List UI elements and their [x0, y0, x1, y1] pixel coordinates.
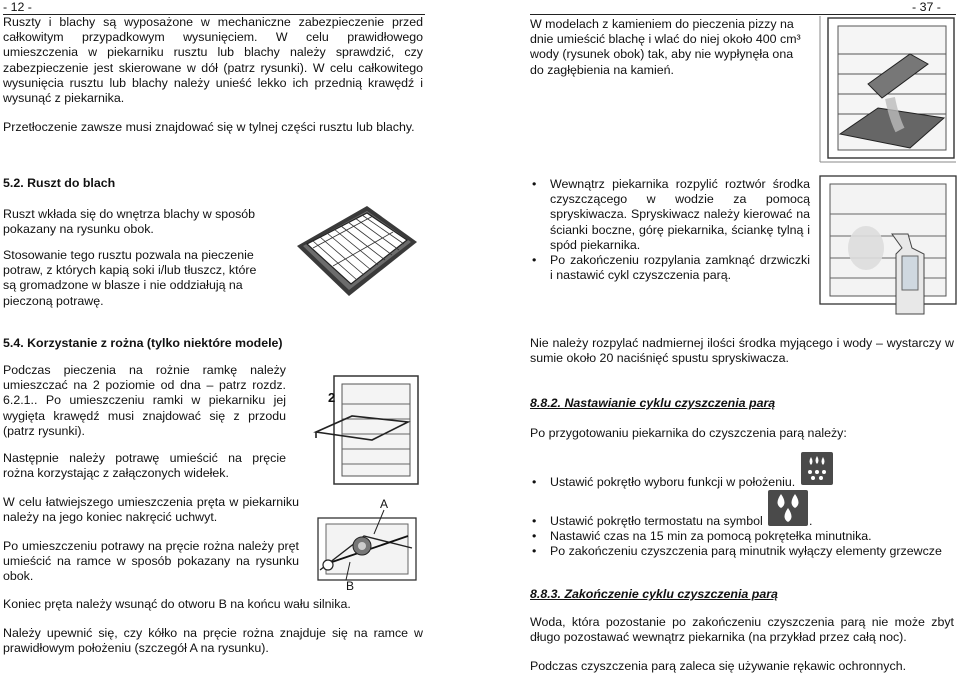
section-8-8-2-intro: Po przygotowaniu piekarnika do czyszczenia parą należy:: [530, 426, 847, 440]
function-knob-list: [530, 475, 830, 490]
thermostat-instruction: Ustawić pokrętło termostatu na symbol: [550, 514, 763, 528]
oven-water-pouring-illustration: [818, 14, 958, 164]
section-5-4-heading: 5.4. Korzystanie z rożna (tylko niektóre modele): [3, 336, 283, 350]
section-5-4-paragraph-6: Należy upewnić się, czy kółko na pręcie rożna znajduje się na ramce w prawidłowym położeniu (szczegół A na rysunku).: [3, 626, 423, 656]
section-8-8-3-paragraph-1: Woda, która pozostanie po zakończeniu czyszczenia parą nie może zbyt długo pozostawać wewnątrz piekarnika (na przykład przez całą noc).: [530, 615, 954, 645]
list-item: • Ustawić pokrętło wyboru funkcji w położeniu.: [530, 475, 830, 490]
section-8-8-2-heading: 8.8.2. Nastawianie cyklu czyszczenia parą: [530, 396, 776, 410]
page-number-right: - 37 -: [912, 0, 941, 14]
list-item: • Wewnątrz piekarnika rozpylić roztwór środka czyszczącego w wodzie za pomocą spryskiwacza. Spryskiwacz należy kierować na ścianki boczne, górę piekarnika, ściankę tylną i spód piekarnika.: [530, 177, 810, 253]
figure-label-A: A: [380, 497, 389, 511]
section-5-2-paragraph-1: Ruszt wkłada się do wnętrza blachy w sposób pokazany na rysunku obok.: [3, 207, 256, 237]
pizza-stone-paragraph: W modelach z kamieniem do pieczenia pizzy na dnie umieścić blachę i wlać do niej około 400 cm³ wody (rysunek obok) tak, aby nie wypłynęła ona do zagłębienia na kamień.: [530, 17, 801, 77]
intro-paragraph: Ruszty i blachy są wyposażone w mechaniczne zabezpieczenie przed całkowitym przypadkowym wysunięciem. W celu prawidłowego umieszczenia w piekarniku rusztu lub blachy należy sprawdzić, czy zabezpieczenie jest skierowane w dół (patrz rysunki). W celu całkowitego wysunięcia rusztu lub blachy należy unieść lekko ich przednią krawędź i wysunąć z piekarnika.: [3, 15, 423, 106]
function-knob-instruction: Ustawić pokrętło wyboru funkcji w położeniu: [550, 475, 792, 489]
rotisserie-spit-illustration: [312, 496, 424, 592]
caution-paragraph: Nie należy rozpylać nadmiernej ilości środka myjącego i wody – wystarczy w sumie około 20 naciśnięć spustu spryskiwacza.: [530, 336, 954, 366]
page-number-left: - 12 -: [3, 0, 32, 14]
section-8-8-3-heading: 8.8.3. Zakończenie cyklu czyszczenia parą: [530, 587, 778, 601]
section-5-4-paragraph-2: Następnie należy potrawę umieścić na pręcie rożna korzystając z załączonych widełek.: [3, 451, 286, 481]
note-paragraph: Przetłoczenie zawsze musi znajdować się w tylnej części rusztu lub blachy.: [3, 120, 415, 134]
section-5-4-paragraph-4: Po umieszczeniu potrawy na pręcie rożna należy pręt umieścić na ramce w sposób pokazany na rysunku obok.: [3, 539, 299, 584]
list-item: • Po zakończeniu czyszczenia parą minutnik wyłączy elementy grzewcze: [530, 544, 954, 559]
list-item: • Nastawić czas na 15 min za pomocą pokrętełka minutnika.: [530, 529, 954, 544]
water-drops-icon: [768, 490, 808, 526]
spraying-instructions-list: [530, 177, 810, 283]
oven-spray-bottle-illustration: [818, 174, 958, 320]
section-8-8-3-paragraph-2: Podczas czyszczenia parą zaleca się używanie rękawic ochronnych.: [530, 659, 907, 673]
figure-label-2: 2: [328, 390, 336, 405]
section-5-2-heading: 5.2. Ruszt do blach: [3, 176, 116, 190]
list-item: • Po zakończeniu rozpylania zamknąć drzwiczki i nastawić cykl czyszczenia parą.: [530, 253, 810, 283]
section-5-4-paragraph-5: Koniec pręta należy wsunąć do otworu B na końcu wału silnika.: [3, 597, 351, 611]
steam-drops-icon: [801, 452, 833, 485]
section-5-2-paragraph-2: Stosowanie tego rusztu pozwala na pieczenie potraw, z których kapią soki i/lub tłuszcz, które są gromadzone w blasze i nie oddziałują na pieczoną potrawę.: [3, 248, 257, 308]
rack-in-tray-illustration: [293, 200, 421, 302]
section-5-4-paragraph-1: Podczas pieczenia na rożnie ramkę należy umieszczać na 2 poziomie od dna – patrz rozdz. 6.2.1.. Po umieszczeniu ramki w piekarniku jej wygięta krawędź musi znajdować się z przodu (patrz rysunki).: [3, 363, 286, 438]
timer-list: [530, 529, 954, 559]
thermostat-period: .: [809, 514, 813, 528]
rotisserie-frame-illustration: [312, 374, 422, 486]
section-5-4-paragraph-3: W celu łatwiejszego umieszczenia pręta w piekarniku należy na jego koniec nakręcić uchwyt.: [3, 495, 299, 525]
figure-label-B: B: [346, 579, 355, 592]
